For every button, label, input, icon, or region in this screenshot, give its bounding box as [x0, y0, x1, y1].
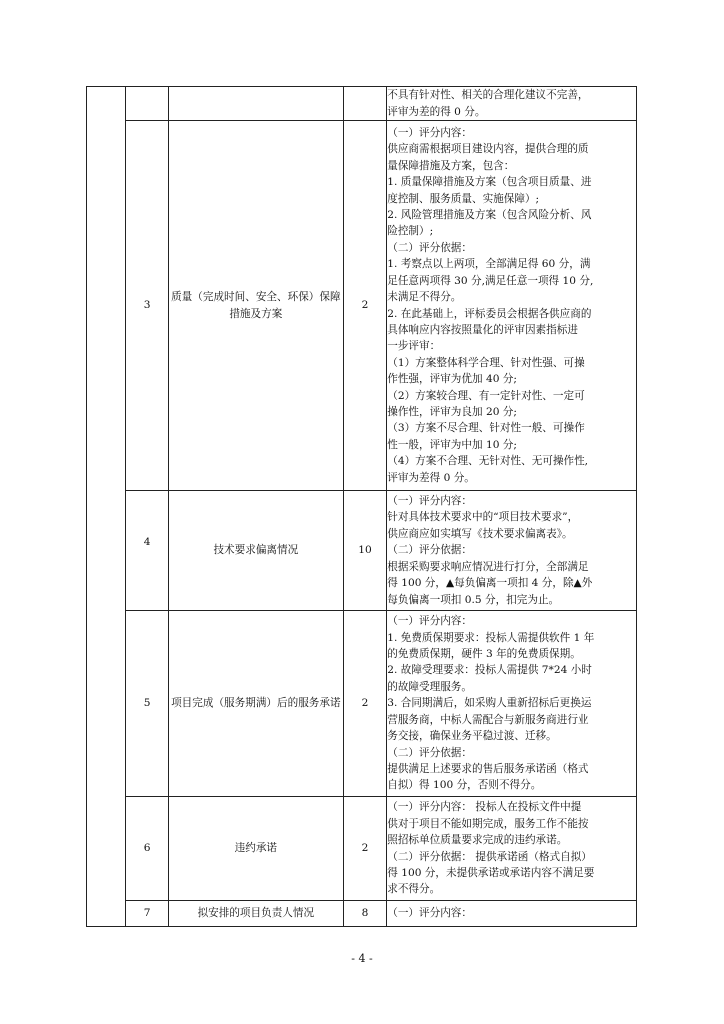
scoring-table	[86, 86, 637, 927]
score-item	[168, 87, 343, 121]
content-line: 1. 免费质保期要求：投标人需提供软件 1 年	[387, 631, 595, 644]
weight: 10	[343, 491, 386, 611]
content-line: 一步评审：	[387, 340, 441, 353]
content-line: （二）评分依据： 提供承诺函（格式自拟）	[387, 850, 592, 863]
row-number-text: 4	[143, 536, 151, 548]
weight: 2	[343, 797, 386, 901]
content-line: 照招标单位质量要求完成的违约承诺。	[387, 834, 568, 847]
content-line: 供应商需根据项目建设内容，提供合理的质	[387, 143, 589, 156]
weight	[343, 87, 386, 121]
score-item: 拟安排的项目负责人情况	[168, 901, 343, 927]
content-line: 性一般，评审为中加 10 分;	[387, 438, 517, 451]
content-line: 量保障措施及方案，包含：	[387, 159, 515, 172]
content-line: （一）评分内容：	[387, 127, 472, 140]
category-cell	[87, 87, 126, 927]
row-number: 5	[126, 611, 168, 797]
content-line: （1）方案整体科学合理、针对性强、可操	[387, 356, 585, 369]
score-item: 违约承诺	[168, 797, 343, 901]
content-line: 2. 在此基础上，评标委员会根据各供应商的	[387, 307, 592, 320]
weight: 2	[343, 121, 386, 491]
content-line: （3）方案不尽合理、针对性一般、可操作	[387, 422, 585, 435]
content-line: 的免费质保期，硬件 3 年的免费质保期。	[387, 648, 581, 661]
content-line: 1. 考察点以上两项，全部满足得 60 分，满	[387, 258, 591, 271]
weight: 2	[343, 611, 386, 797]
content-line: 自拟）得 100 分，否则不得分。	[387, 779, 542, 792]
content-line: 足任意两项得 30 分,满足任意一项得 10 分,	[387, 274, 594, 287]
content-line: （4）方案不合理、无针对性、无可操作性,	[387, 455, 589, 468]
content-line: 具体响应内容按照量化的评审因素指标进	[387, 323, 578, 336]
content-line: （二）评分依据：	[387, 241, 472, 254]
content-line: 评审为差的得 0 分。	[387, 105, 486, 118]
content-line: 评审为差得 0 分。	[387, 471, 475, 484]
row-number: 6	[126, 797, 168, 901]
content-line: 每负偏离一项扣 0.5 分，扣完为止。	[387, 593, 560, 606]
content-line: （一）评分内容：	[387, 495, 472, 508]
content-line: 供应商应如实填写《技术要求偏离表》。	[387, 527, 573, 540]
content-line: 2. 风险管理措施及方案（包含风险分析、风	[387, 209, 592, 222]
content-line: 求不得分。	[387, 883, 441, 896]
content-line: （一）评分内容：	[387, 615, 472, 628]
score-item: 项目完成（服务期满）后的服务承诺	[168, 611, 343, 797]
row-number: 7	[126, 901, 168, 927]
score-item: 技术要求偏离情况	[168, 491, 343, 611]
content-line: 2. 故障受理要求：投标人需提供 7*24 小时	[387, 664, 592, 677]
content-line: （二）评分依据：	[387, 746, 472, 759]
table-row	[87, 87, 637, 121]
content-line: 根据采购要求响应情况进行打分，全部满足	[387, 560, 589, 573]
content-line: （2）方案较合理、有一定针对性、一定可	[387, 389, 585, 402]
content-line: 作性强，评审为优加 40 分;	[387, 373, 517, 386]
table-row	[87, 611, 637, 797]
score-content	[387, 797, 637, 901]
content-line: 务交接，确保业务平稳过渡、迁移。	[387, 730, 557, 743]
weight: 8	[343, 901, 386, 927]
page-number: - 4 -	[351, 952, 373, 965]
row-number	[126, 491, 168, 611]
content-line: 不具有针对性、相关的合理化建议不完善，	[387, 89, 589, 102]
score-item: 质量（完成时间、安全、环保）保障措施及方案	[168, 121, 343, 491]
table-row	[87, 901, 637, 927]
score-content	[387, 491, 637, 611]
content-line: 3. 合同期满后，如采购人重新招标后更换运	[387, 697, 592, 710]
content-line: 的故障受理服务。	[387, 680, 472, 693]
score-content	[387, 121, 637, 491]
score-content	[387, 901, 637, 927]
content-line: 1. 质量保障措施及方案（包含项目质量、进	[387, 176, 592, 189]
content-line: 度控制、服务质量、实施保障）;	[387, 192, 540, 205]
content-line: 供对于项目不能如期完成，服务工作不能按	[387, 817, 589, 830]
content-line: 得 100 分，▲每负偏离一项扣 4 分，除▲外	[387, 577, 593, 590]
content-line: 针对具体技术要求中的“项目技术要求”，	[387, 511, 579, 524]
table-row	[87, 121, 637, 491]
content-line: 营服务商，中标人需配合与新服务商进行业	[387, 713, 589, 726]
content-line: 未满足不得分。	[387, 291, 462, 304]
content-line: 得 100 分，未提供承诺或承诺内容不满足要	[387, 866, 595, 879]
table-row	[87, 797, 637, 901]
score-content	[387, 611, 637, 797]
table-row	[87, 491, 637, 611]
content-line: 险控制）;	[387, 225, 434, 238]
content-line: （一）评分内容： 投标人在投标文件中提	[387, 801, 582, 814]
content-line: 提供满足上述要求的售后服务承诺函（格式	[387, 762, 589, 775]
content-line: 操作性，评审为良加 20 分;	[387, 405, 517, 418]
content-line: （二）评分依据：	[387, 544, 472, 557]
content-line: （一）评分内容：	[387, 907, 472, 920]
score-content	[387, 87, 637, 121]
row-number: 3	[126, 121, 168, 491]
row-number	[126, 87, 168, 121]
